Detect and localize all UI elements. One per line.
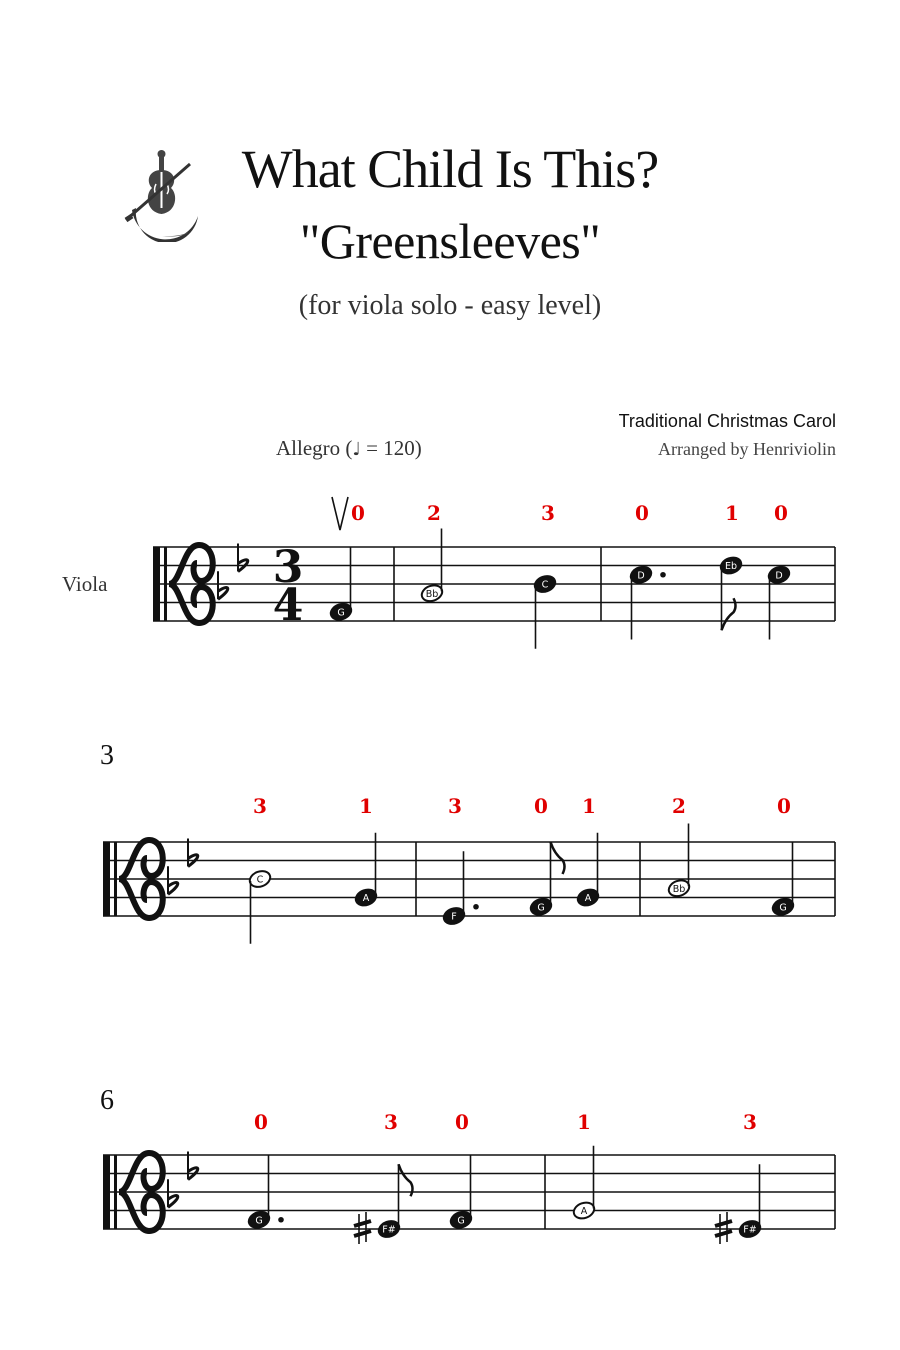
- up-bow-icon: [332, 497, 348, 530]
- fingering-number: 0: [455, 1110, 469, 1134]
- note-name-label: A: [580, 1206, 588, 1217]
- composer-credit: Traditional Christmas Carol: [618, 411, 836, 431]
- note-name-label: G: [337, 607, 345, 619]
- alto-clef-thick-bar: [153, 547, 160, 621]
- note: [719, 555, 744, 630]
- note-name-label: F#: [743, 1224, 757, 1236]
- note-name-label: G: [537, 902, 545, 914]
- fingering-number: 1: [582, 794, 596, 818]
- subtitle: (for viola solo - easy level): [298, 290, 602, 321]
- alto-clef-lower-curve: [169, 584, 213, 623]
- sharp-icon: [715, 1212, 732, 1244]
- note-name-label: G: [779, 902, 787, 914]
- alto-clef-lower-curve: [119, 879, 163, 918]
- note-flag: [551, 842, 565, 874]
- measure-number-6: 6: [100, 1085, 114, 1116]
- title-line-1: What Child Is This?: [241, 139, 659, 199]
- note-name-label: Eb: [724, 561, 738, 572]
- quarter-note-icon: ♩: [352, 439, 361, 460]
- sharp-bar: [715, 1221, 732, 1226]
- flat-icon: [168, 866, 178, 894]
- note: [576, 833, 601, 908]
- sharp-bar: [354, 1221, 371, 1226]
- alto-clef-upper-curve: [169, 545, 213, 584]
- sharp-bar: [354, 1231, 371, 1236]
- augmentation-dot: [473, 904, 479, 910]
- note-name-label: C: [541, 579, 549, 591]
- flat-bowl: [168, 883, 178, 895]
- alto-clef-upper-curve: [119, 840, 163, 879]
- alto-clef-thick-bar: [103, 1155, 110, 1229]
- note-name-label: F#: [382, 1224, 396, 1236]
- measure-number-3: 3: [100, 740, 114, 771]
- title-line-2: "Greensleeves": [299, 213, 601, 269]
- fingering-number: 3: [384, 1110, 398, 1134]
- fingering-number: 2: [672, 794, 686, 818]
- note-name-label: G: [255, 1215, 263, 1227]
- alto-clef-upper-curve: [119, 1153, 163, 1192]
- note: [533, 573, 558, 648]
- fingering-number: 0: [351, 501, 365, 525]
- note: [572, 1146, 597, 1221]
- alto-clef-lower-curve: [119, 1192, 163, 1231]
- note-name-label: F: [451, 911, 457, 923]
- note: [354, 833, 379, 908]
- sharp-icon: [354, 1212, 371, 1244]
- alto-clef-thin-bar: [114, 842, 117, 916]
- fingering-number: 1: [725, 501, 739, 525]
- fingering-number: 1: [577, 1110, 591, 1134]
- time-signature-top: 3: [272, 542, 304, 593]
- fingering-number: 1: [359, 794, 373, 818]
- fingering-number: 0: [635, 501, 649, 525]
- note: [738, 1164, 763, 1239]
- flat-bowl: [218, 588, 228, 600]
- fingering-number: 3: [743, 1110, 757, 1134]
- fingering-number: 3: [253, 794, 267, 818]
- fingering-number: 0: [534, 794, 548, 818]
- note-name-label: C: [256, 874, 264, 886]
- note-name-label: D: [775, 570, 783, 582]
- tempo-value: = 120): [360, 436, 422, 460]
- fingering-number: 0: [254, 1110, 268, 1134]
- augmentation-dot: [660, 572, 666, 578]
- alto-clef-thin-bar: [114, 1155, 117, 1229]
- note: [248, 868, 273, 943]
- alto-clef-thick-bar: [103, 842, 110, 916]
- fingering-number: 2: [427, 501, 441, 525]
- flat-bowl: [168, 1196, 178, 1208]
- instrument-name: Viola: [62, 572, 108, 596]
- sharp-bar: [715, 1231, 732, 1236]
- fingering-number: 3: [448, 794, 462, 818]
- time-signature-bottom: 4: [272, 580, 304, 631]
- note-name-label: Bb: [672, 883, 686, 895]
- fingering-number: 0: [774, 501, 788, 525]
- staff-system: [103, 842, 835, 916]
- fingering-number: 0: [777, 794, 791, 818]
- alto-clef-thin-bar: [164, 547, 167, 621]
- fingering-number: 3: [541, 501, 555, 525]
- note-name-label: G: [457, 1215, 465, 1227]
- augmentation-dot: [278, 1217, 284, 1223]
- tempo-word: Allegro (: [276, 436, 353, 460]
- flat-icon: [218, 571, 228, 599]
- note-name-label: D: [637, 570, 645, 582]
- flat-icon: [168, 1179, 178, 1207]
- note-name-label: A: [584, 893, 592, 904]
- note-name-label: Bb: [425, 588, 439, 600]
- note-name-label: A: [362, 893, 370, 904]
- arranger-credit: Arranged by Henriviolin: [658, 439, 836, 459]
